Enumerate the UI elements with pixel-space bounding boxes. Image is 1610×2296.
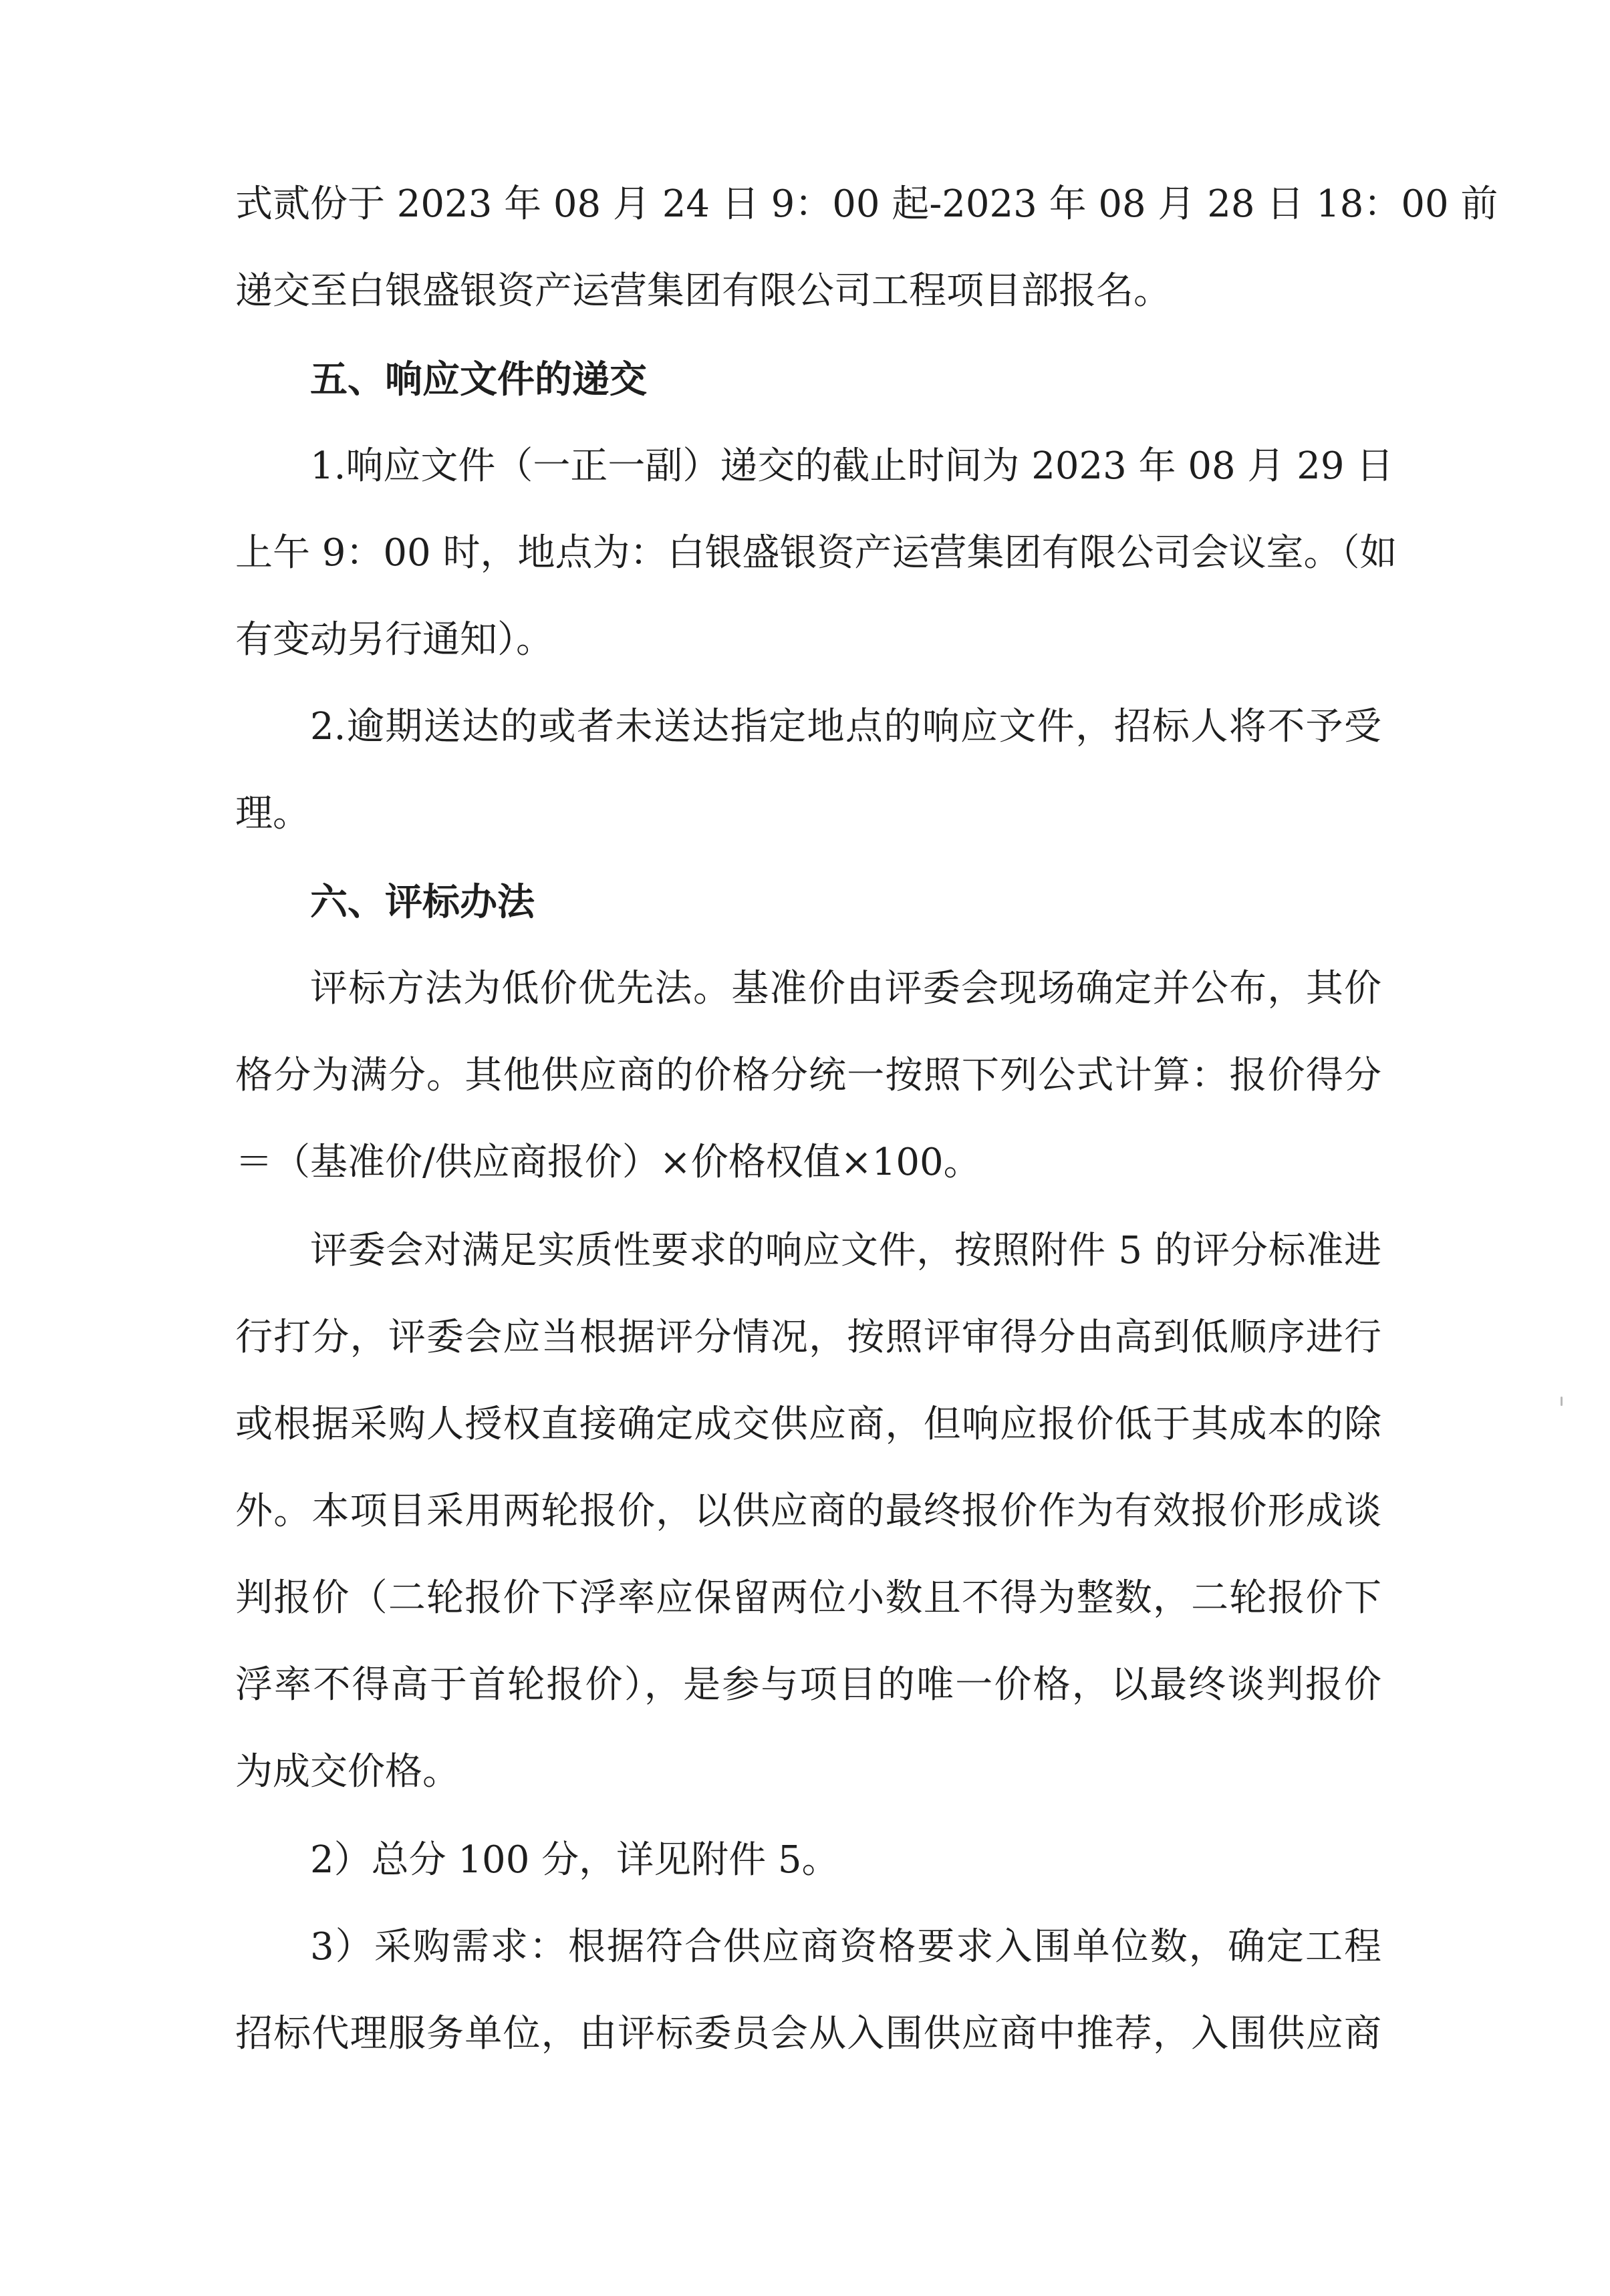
body-text-line: 1.响应文件（一正一副）递交的截止时间为 2023 年 08 月 29 日 [310, 444, 1394, 488]
section-heading: 五、响应文件的递交 [310, 357, 647, 402]
body-text-line: 评委会对满足实质性要求的响应文件，按照附件 5 的评分标准进 [310, 1229, 1381, 1272]
body-text-line: 3）采购需求：根据符合供应商资格要求入围单位数，确定工程 [310, 1925, 1381, 1969]
body-text-line: 2.逾期送达的或者未送达指定地点的响应文件，招标人将不予受 [310, 705, 1381, 748]
body-text-line: 评标方法为低价优先法。基准价由评委会现场确定并公布，其价 [310, 967, 1381, 1010]
body-text-line: 上午 9：00 时，地点为：白银盛银资产运营集团有限公司会议室。（如 [235, 531, 1397, 575]
body-text-line: 有变动另行通知）。 [235, 618, 553, 662]
body-text-line: 或根据采购人授权直接确定成交供应商，但响应报价低于其成本的除 [235, 1403, 1381, 1446]
section-heading: 六、评标办法 [310, 880, 535, 924]
body-text-line: 2）总分 100 分，详见附件 5。 [310, 1838, 839, 1882]
body-text-line: ＝（基准价/供应商报价）×价格权值×100。 [235, 1141, 981, 1184]
body-text-line: 判报价（二轮报价下浮率应保留两位小数且不得为整数，二轮报价下 [235, 1576, 1381, 1620]
scan-speck [1561, 1397, 1563, 1406]
body-text-line: 浮率不得高于首轮报价），是参与项目的唯一价格，以最终谈判报价 [235, 1663, 1381, 1707]
body-text-line: 招标代理服务单位，由评标委员会从入围供应商中推荐，入围供应商 [235, 2012, 1381, 2055]
body-text-line: 外。本项目采用两轮报价，以供应商的最终报价作为有效报价形成谈 [235, 1489, 1381, 1533]
body-text-line: 格分为满分。其他供应商的价格分统一按照下列公式计算：报价得分 [235, 1054, 1381, 1097]
body-text-line: 行打分，评委会应当根据评分情况，按照评审得分由高到低顺序进行 [235, 1316, 1381, 1359]
body-text-line: 为成交价格。 [235, 1750, 460, 1793]
body-text-line: 理。 [235, 792, 310, 835]
body-text-line: 式贰份于 2023 年 08 月 24 日 9：00 起-2023 年 08 月 28 日 18：00 前 [235, 182, 1498, 226]
body-text-line: 递交至白银盛银资产运营集团有限公司工程项目部报名。 [235, 269, 1171, 313]
